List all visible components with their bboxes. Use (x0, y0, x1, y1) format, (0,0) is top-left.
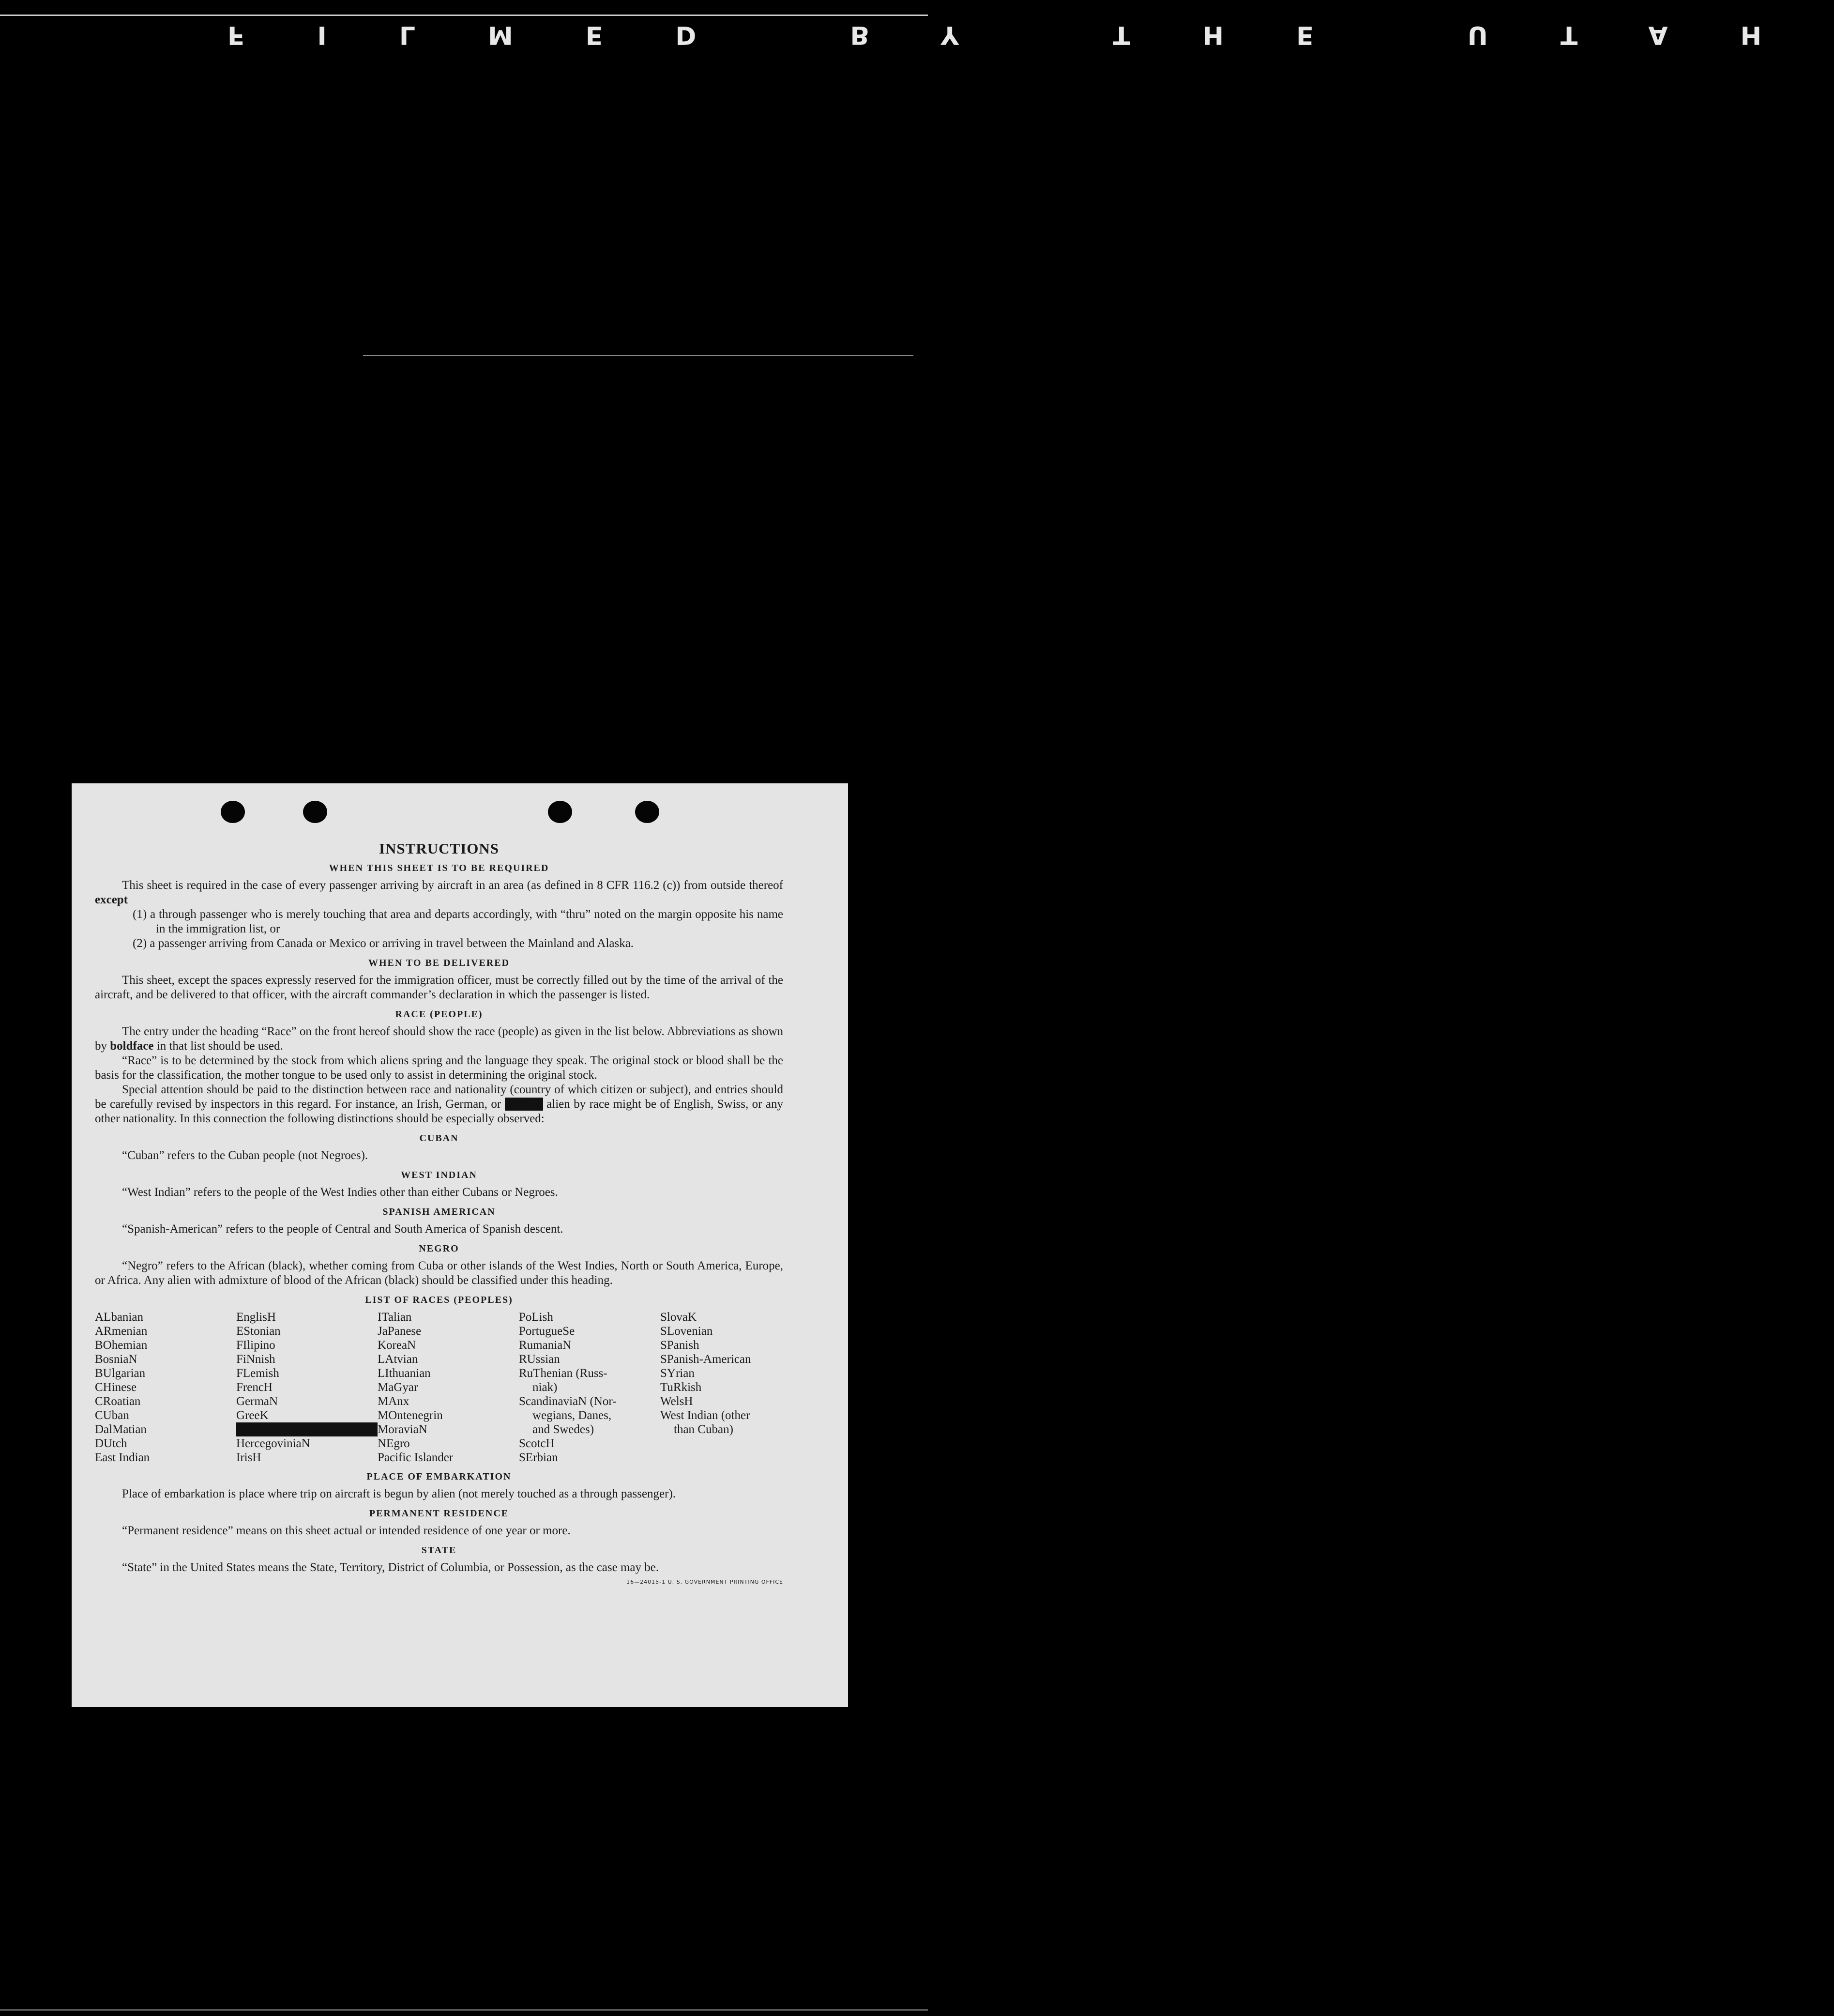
list-item: SlovaK (660, 1311, 697, 1324)
punch-hole (303, 801, 327, 823)
paragraph-required: This sheet is required in the case of every passenger arriving by aircraft in an area (as defined in 8 CFR 116.2 (c)) from outside thereof except (95, 879, 783, 906)
list-item: BOhemian (95, 1339, 148, 1352)
list-item: ARmenian (95, 1325, 148, 1338)
list-item: HercegoviniaN (236, 1437, 310, 1450)
list-item: East Indian (95, 1451, 150, 1464)
race-column (660, 1310, 786, 1465)
paragraph-negro: “Negro” refers to the African (black), whether coming from Cuba or other islands of the West Indies, North or South America, Europe, or Africa. Any alien with admixture of blood of the African (black) should be classified under this heading. (95, 1259, 783, 1287)
list-item: LAtvian (378, 1353, 418, 1366)
list-item: FIlipino (236, 1339, 275, 1352)
list-item: LIthuanian (378, 1367, 431, 1380)
section-heading: SPANISH AMERICAN (382, 1207, 496, 1217)
paragraph-residence: “Permanent residence” means on this sheet actual or intended residence of one year or more. (122, 1524, 571, 1537)
list-item-redacted: HeBrew (236, 1422, 378, 1436)
race-column (95, 1310, 236, 1465)
section-heading: NEGRO (419, 1243, 459, 1254)
punch-hole (221, 801, 245, 823)
list-item: JaPanese (378, 1325, 422, 1338)
list-item: EnglisH (236, 1311, 276, 1324)
list-item: KoreaN (378, 1339, 416, 1352)
list-item: MAnx (378, 1395, 409, 1408)
list-item: RumaniaN (519, 1339, 572, 1352)
list-item: MOntenegrin (378, 1409, 443, 1422)
list-item: ScandinaviaN (Nor- (519, 1395, 617, 1408)
list-item: CUban (95, 1409, 129, 1422)
sheet-content (95, 840, 783, 1589)
list-item: SPanish (660, 1339, 699, 1352)
redaction-mark: Hebrew (504, 1098, 543, 1111)
list-item: DUtch (95, 1437, 127, 1450)
footer (95, 1575, 783, 1589)
section-heading: LIST OF RACES (PEOPLES) (365, 1295, 513, 1305)
paragraph-state: “State” in the United States means the State, Territory, District of Columbia, or Possession, as the case may be. (122, 1561, 659, 1574)
section-heading: WHEN TO BE DELIVERED (368, 958, 510, 968)
list-item: ScotcH (519, 1437, 555, 1450)
page-title: INSTRUCTIONS (379, 840, 499, 857)
section-heading: STATE (421, 1545, 457, 1556)
list-item: PoLish (519, 1311, 553, 1324)
list-item: FLemish (236, 1367, 279, 1380)
list-item: GreeK (236, 1409, 269, 1422)
paragraph-race-1: The entry under the heading “Race” on the front hereof should show the race (people) as given in the list below. Abbreviations as shown by boldface in that list should be used. (95, 1025, 783, 1053)
list-item: FrencH (236, 1381, 273, 1394)
film-top-rule (0, 15, 928, 16)
section-heading: WEST INDIAN (401, 1170, 477, 1180)
paragraph-cuban: “Cuban” refers to the Cuban people (not Negroes). (122, 1149, 368, 1162)
list-item: GermaN (236, 1395, 278, 1408)
race-list (95, 1310, 783, 1465)
section-heading: CUBAN (419, 1133, 459, 1144)
list-item: MaGyar (378, 1381, 418, 1394)
film-divider (363, 355, 913, 356)
paragraph-delivered: This sheet, except the spaces expressly reserved for the immigration officer, must be correctly filled out by the time of the arrival of the aircraft, and be delivered to that officer, with the aircraft commander’s declaration in which the passenger is listed. (95, 974, 783, 1001)
race-column (378, 1310, 519, 1465)
paragraph-embarkation: Place of embarkation is place where trip on aircraft is begun by alien (not merely touched as a through passenger). (122, 1487, 676, 1500)
print-code: 16—24015-1 U. S. GOVERNMENT PRINTING OFFICE (626, 1579, 783, 1585)
paragraph-race-2: “Race” is to be determined by the stock from which aliens spring and the language they speak. The original stock or blood shall be the basis for the classification, the mother tongue to be used only to assist in determining the original stock. (95, 1054, 783, 1082)
film-bottom-rule (0, 2009, 928, 2011)
instruction-sheet (72, 783, 848, 1707)
race-column (236, 1310, 378, 1465)
list-item: ALbanian (95, 1311, 143, 1324)
list-item: than Cuban) (674, 1423, 733, 1436)
list-item: (2) a passenger arriving from Canada or Mexico or arriving in travel between the Mainland and Alaska. (133, 937, 634, 950)
section-heading: RACE (PEOPLE) (395, 1009, 483, 1020)
paragraph-west-indian: “West Indian” refers to the people of the West Indies other than either Cubans or Negroes. (122, 1186, 558, 1199)
list-item: EStonian (236, 1325, 281, 1338)
punch-hole (548, 801, 572, 823)
section-heading: PLACE OF EMBARKATION (366, 1471, 512, 1482)
list-item: RuThenian (Russ- (519, 1367, 607, 1380)
list-item: BUlgarian (95, 1367, 146, 1380)
list-item: MoraviaN (378, 1423, 427, 1436)
section-heading: WHEN THIS SHEET IS TO BE REQUIRED (329, 863, 549, 873)
film-header-text: FILMED BY THE UTAH (227, 20, 1834, 49)
list-item: niak) (532, 1381, 558, 1394)
list-item: FiNnish (236, 1353, 275, 1366)
list-item: PortugueSe (519, 1325, 575, 1338)
list-item: CHinese (95, 1381, 137, 1394)
list-item: (1) a through passenger who is merely touching that area and departs accordingly, with “thru” noted on the margin opposite his name in the immigration list, or (133, 908, 783, 935)
race-column (519, 1310, 660, 1465)
list-item: WelsH (660, 1395, 693, 1408)
paragraph-race-3: Special attention should be paid to the distinction between race and nationality (country of which citizen or subject), and entries should be carefully revised by inspectors in this regard. For instance, an Irish, German, or Hebrew alien by race might be of English, Swiss, or any other nationality. In this connection the following distinctions should be especially observed: (95, 1083, 784, 1125)
list-item: Pacific Islander (378, 1451, 454, 1464)
list-item: wegians, Danes, (532, 1409, 612, 1422)
list-item: SYrian (660, 1367, 695, 1380)
punch-hole (635, 801, 659, 823)
section-heading: PERMANENT RESIDENCE (369, 1508, 509, 1519)
list-item: BosniaN (95, 1353, 137, 1366)
list-item: TuRkish (660, 1381, 702, 1394)
list-item: SPanish-American (660, 1353, 751, 1366)
list-item: IrisH (236, 1451, 261, 1464)
list-item: CRoatian (95, 1395, 141, 1408)
list-item: SErbian (519, 1451, 558, 1464)
list-item: RUssian (519, 1353, 560, 1366)
list-item: ITalian (378, 1311, 412, 1324)
list-item: West Indian (other (660, 1409, 750, 1422)
list-item: DalMatian (95, 1423, 147, 1436)
list-item: NEgro (378, 1437, 410, 1450)
paragraph-spanish-american: “Spanish-American” refers to the people of Central and South America of Spanish descent. (122, 1222, 563, 1236)
list-item: and Swedes) (532, 1423, 594, 1436)
list-item: SLovenian (660, 1325, 713, 1338)
